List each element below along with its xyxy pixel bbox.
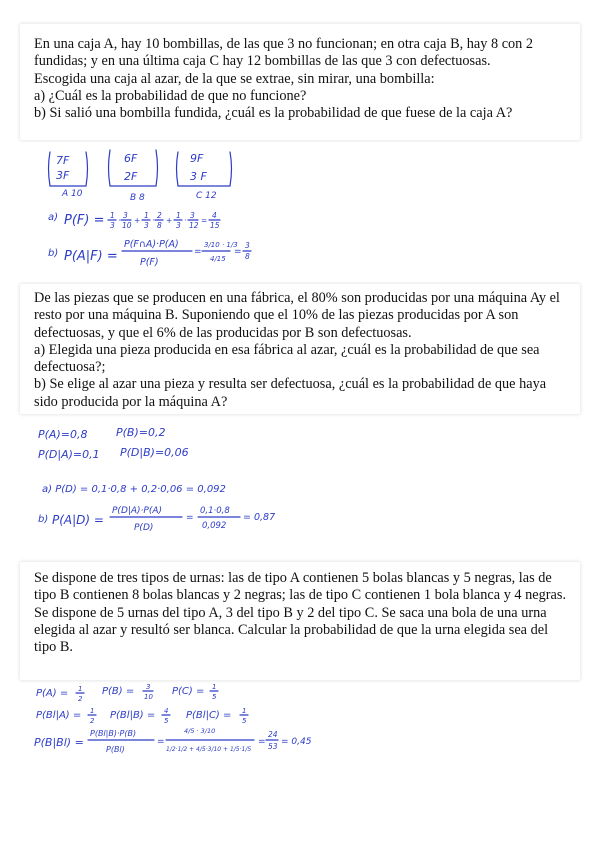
- a-term4-num: 2: [157, 211, 162, 220]
- a-result-den: 15: [210, 221, 220, 230]
- p-b-den: 10: [144, 693, 153, 701]
- p-d-given-a: P(D|A)=0,1: [38, 448, 100, 461]
- svg-text:=: =: [194, 247, 202, 257]
- a-term2-num: 3: [123, 211, 128, 220]
- problem-3-handwriting: [34, 682, 324, 768]
- box-c-label: C 12: [196, 191, 217, 201]
- a-term3-den: 3: [144, 221, 149, 230]
- box-a-label: A 10: [62, 189, 83, 199]
- box-a-top: 7F: [56, 154, 70, 167]
- svg-text:=: =: [258, 737, 266, 747]
- p-bl-given-c-label: P(Bl|C) =: [186, 710, 232, 721]
- final-result-num: 24: [268, 730, 278, 739]
- a-term4-den: 8: [157, 221, 162, 230]
- b-result-den: 8: [245, 252, 250, 261]
- b-bayes-den: P(D): [134, 523, 154, 533]
- final-lhs: P(B|Bl) =: [34, 736, 84, 749]
- p-bl-given-b-label: P(Bl|B) =: [110, 710, 156, 721]
- svg-text:=: =: [201, 216, 208, 225]
- a-result-num: 4: [212, 211, 217, 220]
- problem-1-handwriting: [44, 148, 284, 270]
- svg-text:=: =: [186, 513, 194, 523]
- problem-1-statement: En una caja A, hay 10 bombillas, de las que 3 no funcionan; en otra caja B, hay 8 con 2 fundidas; y en una última caja C hay 12 bombillas de las que 3 con defectuosas. Escogida una caja al azar, de la que se extrae, sin mirar, una bombilla: a) ¿Cuál es la probabilidad de que no funcione? b) Si salió una bombilla fundida, ¿cuál es la probabilidad de que fuese de la caja A?: [34, 36, 534, 122]
- problem-3-statement: Se dispone de tres tipos de urnas: las de tipo A contienen 5 bolas blancas y 5 negras, las de tipo B contienen 8 bolas blancas y 2 negras; las de tipo C contienen 1 bola blanca y 4 negras. Se dispone de 5 urnas del tipo A, 3 del tipo B y 2 del tipo C. Se saca una bola de una urna elegida al azar y resultó ser blanca. Calcular la probabilidad de que la urna elegida sea del tipo B.: [34, 570, 567, 656]
- problem-2-statement: De las piezas que se producen en una fábrica, el 80% son producidas por una máquina Ay el resto por una máquina B. Suponiendo que el 10% de las piezas producidas por A son defectuosas, y que el 6% de las producidas por B son defectuosas. a) Elegida una pieza producida en esa fábrica al azar, ¿cuál es la probabilidad de que sea defectuosa?; b) Se elige al azar una pieza y resulta ser defectuosa, ¿cuál es la probabilidad de que haya sido producida por la máquina A?: [34, 290, 560, 410]
- part-b-lhs: P(A|F) =: [64, 249, 118, 264]
- final-substitution-num: 4/5 · 3/10: [184, 727, 216, 735]
- final-result-decimal: = 0,45: [281, 737, 312, 747]
- part-b-label: b): [38, 514, 49, 525]
- p-c-den: 5: [212, 693, 217, 701]
- part-b-label: b): [48, 248, 59, 259]
- b-substitution-num: 0,1·0,8: [200, 506, 230, 516]
- svg-text:+: +: [166, 216, 173, 225]
- final-result-den: 53: [268, 742, 278, 751]
- problem-2-handwriting: [36, 422, 296, 534]
- p-a-num: 1: [78, 685, 83, 693]
- svg-text:·: ·: [184, 216, 187, 225]
- part-a-label: a): [48, 212, 59, 223]
- p-b-label: P(B) =: [102, 686, 135, 697]
- p-b-num: 3: [146, 683, 151, 691]
- p-bl-given-a-den: 2: [90, 717, 95, 725]
- b-formula-num: P(F∩A)·P(A): [124, 239, 179, 250]
- a-term6-num: 3: [190, 211, 195, 220]
- p-bl-given-c-num: 1: [242, 707, 247, 715]
- a-term1-num: 1: [110, 211, 115, 220]
- b-bayes-num: P(D|A)·P(A): [112, 506, 163, 516]
- p-a-den: 2: [78, 695, 83, 703]
- p-bl-given-a-label: P(Bl|A) =: [36, 710, 82, 721]
- box-c-bottom: 3 F: [190, 170, 207, 183]
- p-bl-given-b-num: 4: [164, 707, 169, 715]
- final-substitution-den: 1/2·1/2 + 4/5·3/10 + 1/5·1/5: [166, 746, 252, 753]
- svg-text:·: ·: [152, 216, 155, 225]
- svg-text:·: ·: [118, 216, 121, 225]
- a-term5-den: 3: [176, 221, 181, 230]
- final-bayes-den: P(Bl): [106, 745, 125, 754]
- box-b-top: 6F: [124, 152, 138, 165]
- svg-text:=: =: [157, 737, 165, 747]
- p-bl-given-b-den: 5: [164, 717, 169, 725]
- box-a-bottom: 3F: [56, 169, 70, 182]
- p-d-given-b: P(D|B)=0,06: [120, 446, 189, 459]
- a-term6-den: 12: [189, 221, 199, 230]
- a-term2-den: 10: [122, 221, 132, 230]
- b-result-num: 3: [245, 241, 250, 250]
- p-a-value: P(A)=0,8: [38, 428, 88, 441]
- p-bl-given-c-den: 5: [242, 717, 247, 725]
- p-a-label: P(A) =: [36, 688, 69, 699]
- box-c-top: 9F: [190, 152, 204, 165]
- p-bl-given-a-num: 1: [90, 707, 95, 715]
- b-substitution-den: 0,092: [202, 521, 227, 531]
- p-b-value: P(B)=0,2: [116, 426, 166, 439]
- a-term5-num: 1: [176, 211, 181, 220]
- svg-text:=: =: [234, 247, 242, 257]
- p-c-label: P(C) =: [172, 686, 205, 697]
- b-result: = 0,87: [243, 512, 276, 523]
- part-b-lhs: P(A|D) =: [52, 513, 104, 527]
- part-a-total-probability: a) P(D) = 0,1·0,8 + 0,2·0,06 = 0,092: [42, 484, 226, 495]
- b-substitution-num: 3/10 · 1/3: [204, 241, 238, 249]
- b-formula-den: P(F): [140, 257, 159, 268]
- final-bayes-num: P(Bl|B)·P(B): [90, 729, 137, 738]
- box-b-label: B 8: [130, 193, 145, 203]
- svg-text:+: +: [134, 216, 141, 225]
- p-c-num: 1: [212, 683, 217, 691]
- b-substitution-den: 4/15: [210, 255, 226, 263]
- box-b-bottom: 2F: [124, 170, 138, 183]
- a-term1-den: 3: [110, 221, 115, 230]
- a-term3-num: 1: [144, 211, 149, 220]
- part-a-lhs: P(F) =: [64, 213, 105, 228]
